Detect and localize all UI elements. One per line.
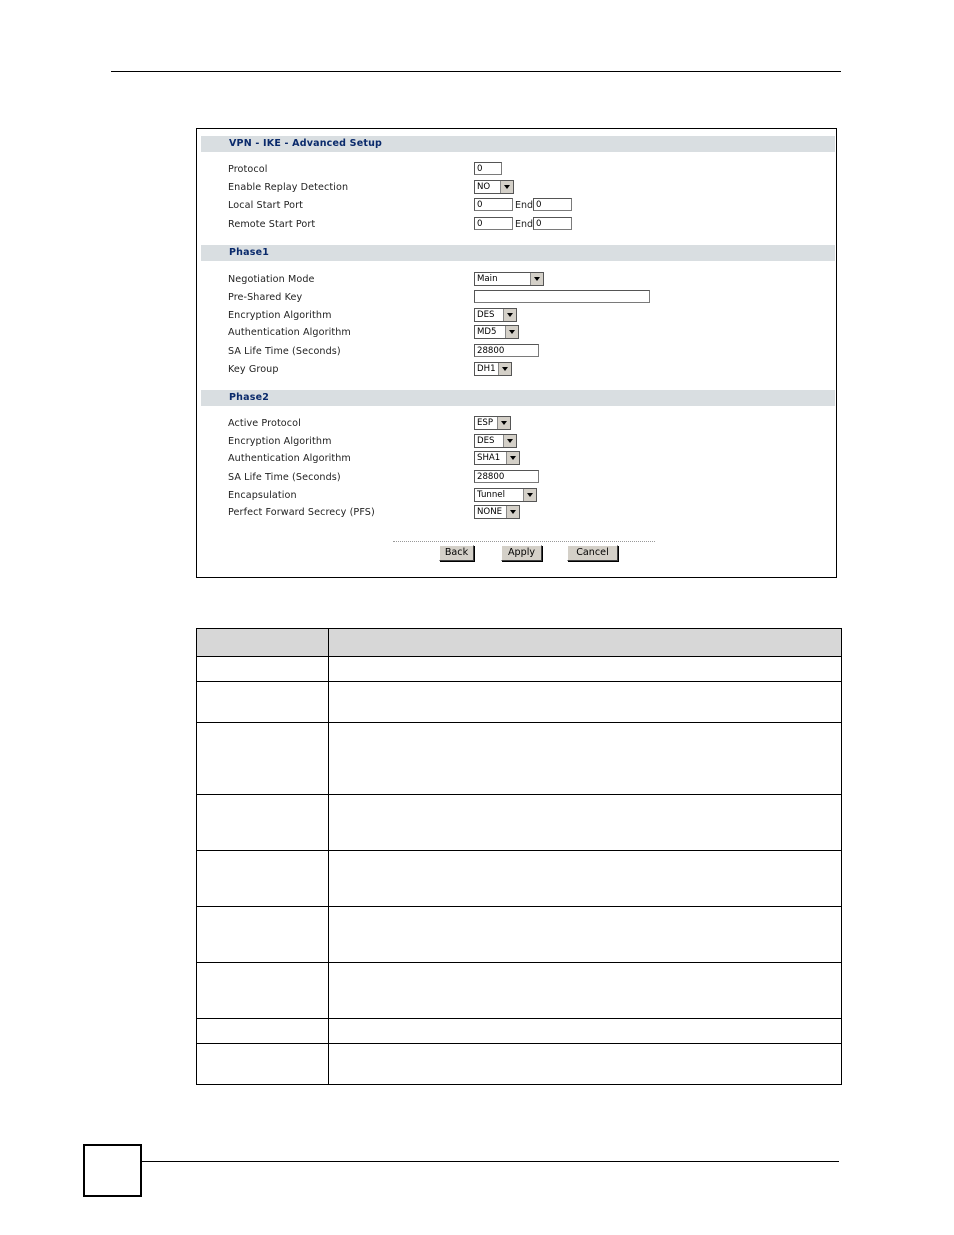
cancel-button[interactable]: Cancel <box>567 545 618 561</box>
ike-advanced-setup-screenshot <box>196 128 837 578</box>
key-group-label: Key Group <box>228 364 279 375</box>
page-number-box <box>83 1144 142 1197</box>
table-row <box>197 1019 842 1044</box>
p1-encryption-label: Encryption Algorithm <box>228 310 332 321</box>
table-row <box>197 963 842 1019</box>
chevron-down-icon <box>506 506 519 518</box>
replay-label: Enable Replay Detection <box>228 182 349 193</box>
negotiation-label: Negotiation Mode <box>228 274 315 285</box>
protocol-label: Protocol <box>228 164 268 175</box>
p2-authentication-label: Authentication Algorithm <box>228 453 351 464</box>
psk-label: Pre-Shared Key <box>228 292 303 303</box>
p2-sa-life-label: SA Life Time (Seconds) <box>228 472 341 483</box>
remote-end-port-input[interactable]: 0 <box>533 217 572 230</box>
header-rule <box>111 71 841 72</box>
protocol-input[interactable]: 0 <box>474 162 502 175</box>
p2-authentication-select[interactable]: SHA1 <box>474 451 520 465</box>
p1-sa-life-input[interactable]: 28800 <box>474 344 539 357</box>
encapsulation-select[interactable]: Tunnel <box>474 488 537 502</box>
key-group-select[interactable]: DH1 <box>474 362 512 376</box>
table-row <box>197 723 842 795</box>
description-table <box>196 628 842 1085</box>
chevron-down-icon <box>503 309 516 321</box>
chevron-down-icon <box>503 435 516 447</box>
pfs-label: Perfect Forward Secrecy (PFS) <box>228 507 375 518</box>
table-row <box>197 682 842 723</box>
section-title: VPN - IKE - Advanced Setup <box>201 136 835 152</box>
local-end-port-input[interactable]: 0 <box>533 198 572 211</box>
p1-sa-life-label: SA Life Time (Seconds) <box>228 346 341 357</box>
encapsulation-label: Encapsulation <box>228 490 297 501</box>
remote-start-port-input[interactable]: 0 <box>474 217 513 230</box>
local-end-label: End <box>515 200 534 211</box>
phase1-title: Phase1 <box>201 245 835 261</box>
apply-button[interactable]: Apply <box>501 545 542 561</box>
local-port-label: Local Start Port <box>228 200 304 211</box>
table-row <box>197 657 842 682</box>
table-row <box>197 1044 842 1085</box>
negotiation-select[interactable]: Main <box>474 272 544 286</box>
active-protocol-label: Active Protocol <box>228 418 301 429</box>
p2-encryption-select[interactable]: DES <box>474 434 517 448</box>
p2-encryption-label: Encryption Algorithm <box>228 436 332 447</box>
button-divider <box>393 541 655 542</box>
p1-authentication-select[interactable]: MD5 <box>474 325 519 339</box>
chevron-down-icon <box>497 417 510 429</box>
chevron-down-icon <box>500 181 513 193</box>
psk-input[interactable] <box>474 290 650 303</box>
chevron-down-icon <box>506 452 519 464</box>
table-header-row <box>197 629 842 657</box>
p1-encryption-select[interactable]: DES <box>474 308 517 322</box>
remote-end-label: End <box>515 219 534 230</box>
table-row <box>197 795 842 851</box>
back-button[interactable]: Back <box>439 545 474 561</box>
phase2-title: Phase2 <box>201 390 835 406</box>
chevron-down-icon <box>530 273 543 285</box>
table-row <box>197 851 842 907</box>
chevron-down-icon <box>523 489 536 501</box>
chevron-down-icon <box>498 363 511 375</box>
remote-port-label: Remote Start Port <box>228 219 316 230</box>
p1-authentication-label: Authentication Algorithm <box>228 327 351 338</box>
pfs-select[interactable]: NONE <box>474 505 520 519</box>
active-protocol-select[interactable]: ESP <box>474 416 511 430</box>
table-row <box>197 907 842 963</box>
local-start-port-input[interactable]: 0 <box>474 198 513 211</box>
replay-select[interactable]: NO <box>474 180 514 194</box>
footer-rule <box>140 1161 839 1162</box>
chevron-down-icon <box>505 326 518 338</box>
p2-sa-life-input[interactable]: 28800 <box>474 470 539 483</box>
